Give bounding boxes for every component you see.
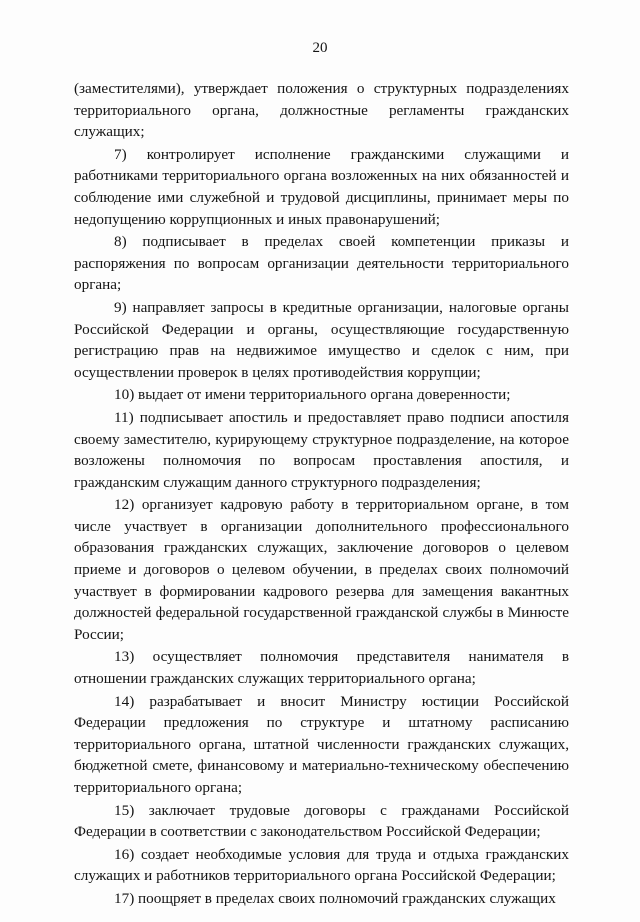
paragraph-item-10: 10) выдает от имени территориального органа доверенности; [114, 386, 511, 404]
paragraph-item-8: 8) подписывает в пределах своей компетенции приказы и распоряжения по вопросам организации деятельности территориального органа; [74, 233, 569, 294]
paragraph-item-15: 15) заключает трудовые договоры с гражданами Российской Федерации в соответствии с законодательством Российской Федерации; [74, 801, 569, 841]
paragraph-item-16: 16) создает необходимые условия для труда и отдыха гражданских служащих и работников территориального органа Российской Федерации; [74, 845, 569, 885]
paragraph-item-9: 9) направляет запросы в кредитные организации, налоговые органы Российской Федерации и органы, осуществляющие государственную регистрацию прав на недвижимое имущество и сделок с ним, при осуществлении проверок в целях противодействия коррупции; [74, 298, 569, 381]
paragraph-item-17: 17) поощряет в пределах своих полномочий гражданских служащих [114, 889, 556, 907]
paragraph-item-14: 14) разрабатывает и вносит Министру юстиции Российской Федерации предложения по структуре и штатному расписанию территориального органа, штатной численности гражданских служащих, бюджетной смете, финансовому и материально-техническому обеспечению территориального органа; [74, 692, 569, 796]
paragraph-item-13: 13) осуществляет полномочия представителя нанимателя в отношении гражданских служащих территориального органа; [74, 648, 569, 688]
page-number: 20 [312, 40, 328, 56]
paragraph-item-7: 7) контролирует исполнение гражданскими служащими и работниками территориального органа возложенных на них обязанностей и соблюдение ими служебной и трудовой дисциплины, принимает меры по недопущению коррупционных и иных правонарушений; [74, 145, 569, 228]
paragraph-continuation: (заместителями), утверждает положения о структурных подразделениях территориального органа, должностные регламенты гражданских служащих; [74, 80, 569, 141]
paragraph-item-12: 12) организует кадровую работу в территориальном органе, в том числе участвует в организации дополнительного профессионального образования гражданских служащих, заключение договоров о целевом приеме и договоров о целевом обучении, в пределах своих полномочий участвует в формировании кадрового резерва для замещения вакантных должностей федеральной государственной гражданской службы в Минюсте России; [74, 496, 569, 643]
body-text [74, 78, 569, 911]
paragraph-item-11: 11) подписывает апостиль и предоставляет право подписи апостиля своему заместителю, курирующему структурное подразделение, на которое возложены полномочия по вопросам проставления апостиля, и гражданским служащим данного структурного подразделения; [74, 408, 569, 491]
